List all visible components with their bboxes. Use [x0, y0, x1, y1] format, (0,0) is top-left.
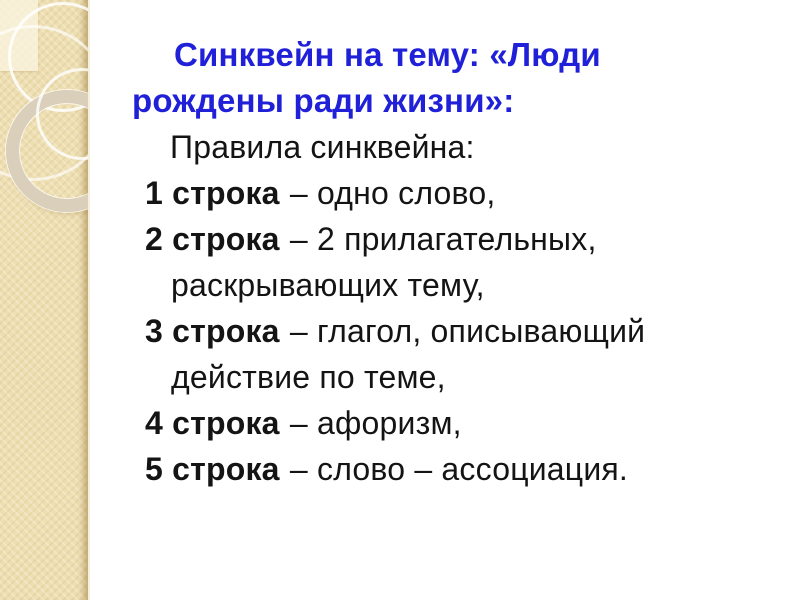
rules-heading: Правила синквейна: [170, 129, 475, 165]
slide-title [132, 32, 770, 124]
rule-line-3 [145, 308, 770, 354]
rule-label: 1 строка [145, 175, 280, 211]
rule-text: – глагол, описывающий [289, 313, 646, 349]
rule-line-3-continuation: действие по теме, [171, 359, 446, 395]
decorative-sidebar [0, 0, 90, 600]
rule-line-2 [145, 216, 770, 262]
slide-title-line-1: Синквейн на тему: «Люди [174, 36, 601, 73]
rule-label: 5 строка [145, 451, 280, 487]
rule-text: – слово – ассоциация. [289, 451, 629, 487]
rule-label: 2 строка [145, 221, 280, 257]
rule-label: 3 строка [145, 313, 280, 349]
rule-line-5 [145, 446, 770, 492]
rule-line-4 [145, 400, 770, 446]
rule-text: – афоризм, [289, 405, 462, 441]
rule-text: – 2 прилагательных, [289, 221, 597, 257]
rule-label: 4 строка [145, 405, 280, 441]
rule-text: – одно слово, [289, 175, 496, 211]
rule-line-2-continuation: раскрывающих тему, [171, 267, 485, 303]
rule-line-1 [145, 170, 770, 216]
slide-content [130, 32, 770, 492]
slide-title-line-2: рождены ради жизни»: [132, 82, 515, 119]
